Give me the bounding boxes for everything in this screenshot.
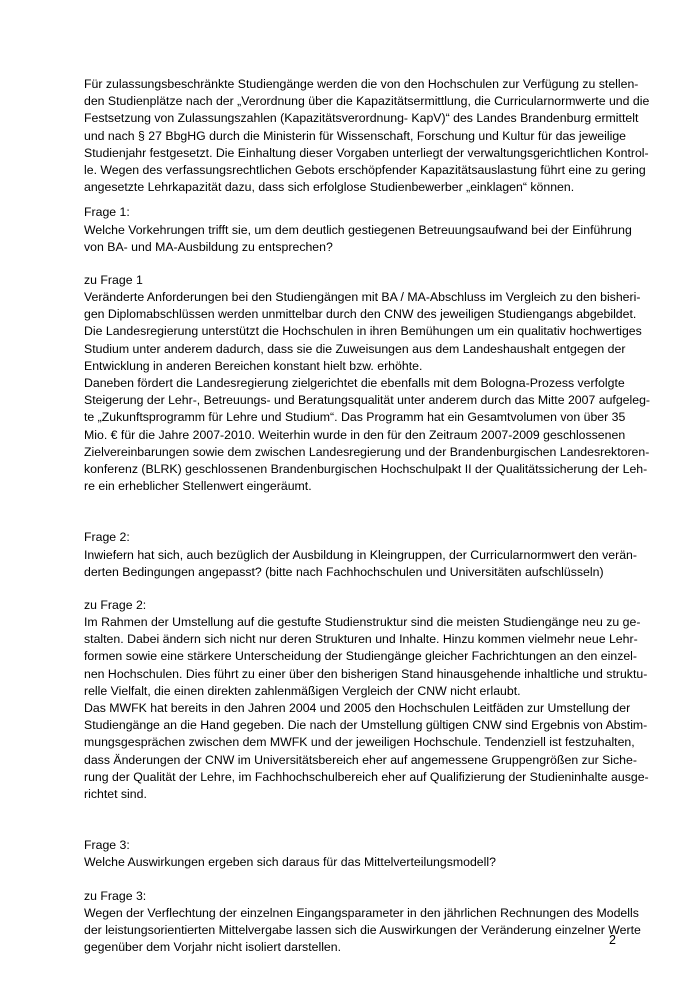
text-line: relle Vielfalt, die einen direkten zahlenmäßigen Vergleich der CNW nicht erlaubt. — [84, 683, 521, 698]
text-line: Daneben fördert die Landesregierung zielgerichtet die ebenfalls mit dem Bologna-Prozess verfolgte — [84, 376, 625, 390]
text-line: Wegen der Verflechtung der einzelnen Eingangsparameter in den jährlichen Rechnungen des Modells — [84, 905, 639, 920]
text-line: der leistungsorientierten Mittelvergabe lassen sich die Auswirkungen der Veränderung einzelner Werte — [84, 922, 641, 937]
question-3-label: Frage 3: — [84, 838, 130, 853]
page-number: 2 — [609, 933, 616, 947]
intro-paragraph — [84, 76, 650, 196]
answer-1 — [84, 272, 651, 495]
text-line: von BA- und MA-Ausbildung zu entsprechen? — [84, 239, 333, 254]
text-line: konferenz (BLRK) geschlossenen Brandenburgischen Hochschulpakt II der Qualitätssicherung der Leh- — [84, 461, 648, 476]
text-line: le. Wegen des verfassungsrechtlichen Gebots erschöpfender Kapazitätsauslastung führt eine zu gering — [84, 162, 646, 177]
text-line: Das MWFK hat bereits in den Jahren 2004 und 2005 den Hochschulen Leitfäden zur Umstellung der — [84, 701, 631, 715]
text-line: Entwicklung in anderen Bereichen konstant hielt bzw. erhöhte. — [84, 358, 423, 373]
text-line: re ein erheblicher Stellenwert eingeräumt. — [84, 479, 312, 494]
text-line: richtet sind. — [84, 786, 147, 801]
question-1 — [84, 204, 632, 256]
text-line: Mio. € für die Jahre 2007-2010. Weiterhin wurde in den für den Zeitraum 2007-2009 geschlossenen — [84, 427, 626, 442]
answer-2 — [84, 597, 649, 803]
text-line: Studiengänge an die Hand gegeben. Die nach der Umstellung gültigen CNW sind Ergebnis von Abstim- — [84, 718, 648, 733]
text-line: und nach § 27 BbgHG durch die Ministerin für Wissenschaft, Forschung und Kultur für das jeweilige — [84, 128, 627, 143]
answer-2-label: zu Frage 2: — [84, 597, 147, 612]
text-line: te „Zukunftsprogramm für Lehre und Studium“. Das Programm hat ein Gesamtvolumen von über 35 — [84, 410, 626, 425]
question-2-label: Frage 2: — [84, 530, 130, 545]
text-line: formen sowie eine stärkere Unterscheidung der Studiengänge gleicher Fachrichtungen an den einzel- — [84, 649, 638, 664]
text-line: dass Änderungen der CNW im Universitätsbereich eher auf angemessene Gruppengrößen zur Siche- — [84, 752, 637, 767]
answer-1-label: zu Frage 1 — [84, 272, 143, 287]
text-line: Für zulassungsbeschränkte Studiengänge werden die von den Hochschulen zur Verfügung zu stellen- — [84, 77, 639, 91]
text-line: Veränderte Anforderungen bei den Studiengängen mit BA / MA-Abschluss im Vergleich zu den bisheri- — [84, 290, 641, 305]
text-line: stalten. Dabei ändern sich nicht nur deren Strukturen und Inhalte. Hinzu kommen vielmehr neue Lehr- — [84, 632, 638, 647]
text-line: derten Bedingungen angepasst? (bitte nach Fachhochschulen und Universitäten aufschlüsseln) — [84, 564, 604, 579]
text-line: Die Landesregierung unterstützt die Hochschulen in ihren Bemühungen um ein qualitativ hochwertiges — [84, 324, 642, 339]
text-line: Festsetzung von Zulassungszahlen (Kapazitätsverordnung- KapV)“ des Landes Brandenburg ermittelt — [84, 111, 639, 126]
text-line: Zielvereinbarungen sowie dem zwischen Landesregierung und der Brandenburgischen Landesrektoren- — [84, 444, 650, 459]
text-line: Steigerung der Lehr-, Betreuungs- und Beratungsqualität unter anderem durch das Mitte 2007 aufgeleg- — [84, 393, 651, 408]
answer-3-label: zu Frage 3: — [84, 888, 147, 903]
text-line: rung der Qualität der Lehre, im Fachhochschulbereich eher auf Qualifizierung der Studieninhalte ausge- — [84, 769, 649, 784]
text-line: Welche Vorkehrungen trifft sie, um dem deutlich gestiegenen Betreuungsaufwand bei der Einführung — [84, 222, 632, 237]
text-line: Welche Auswirkungen ergeben sich daraus für das Mittelverteilungsmodell? — [84, 855, 496, 870]
text-line: Studienjahr festgesetzt. Die Einhaltung dieser Vorgaben unterliegt der verwaltungsgerichtlichen Kontrol- — [84, 145, 649, 160]
text-line: mungsgesprächen zwischen dem MWFK und der jeweiligen Hochschule. Tendenziell ist festzuhalten, — [84, 735, 635, 750]
text-line: angesetzte Lehrkapazität dazu, dass sich erfolglose Studienbewerber „einklagen“ können. — [84, 180, 575, 195]
text-line: Inwiefern hat sich, auch bezüglich der Ausbildung in Kleingruppen, der Curricularnormwert den verän- — [84, 547, 637, 562]
document-page — [84, 76, 651, 956]
text-line: gen Diplomabschlüssen werden unmittelbar durch den CNW des jeweiligen Studiengangs abgebildet. — [84, 307, 637, 322]
text-line: gegenüber dem Vorjahr nicht isoliert darstellen. — [84, 940, 342, 955]
answer-3 — [84, 888, 641, 957]
question-2 — [84, 529, 637, 581]
question-1-label: Frage 1: — [84, 205, 130, 220]
text-line: Im Rahmen der Umstellung auf die gestufte Studienstruktur sind die meisten Studiengänge neu zu ge- — [84, 615, 641, 630]
text-line: Studium unter anderem dadurch, dass sie die Zuweisungen aus dem Landeshaushalt entgegen der — [84, 341, 626, 356]
question-3 — [84, 837, 616, 871]
text-line: den Studienplätze nach der „Verordnung über die Kapazitätsermittlung, die Curricularnormwerte und die — [84, 94, 650, 109]
text-line: nen Hochschulen. Dies führt zu einer über den bisherigen Stand hinausgehende inhaltliche und struktu- — [84, 666, 648, 681]
